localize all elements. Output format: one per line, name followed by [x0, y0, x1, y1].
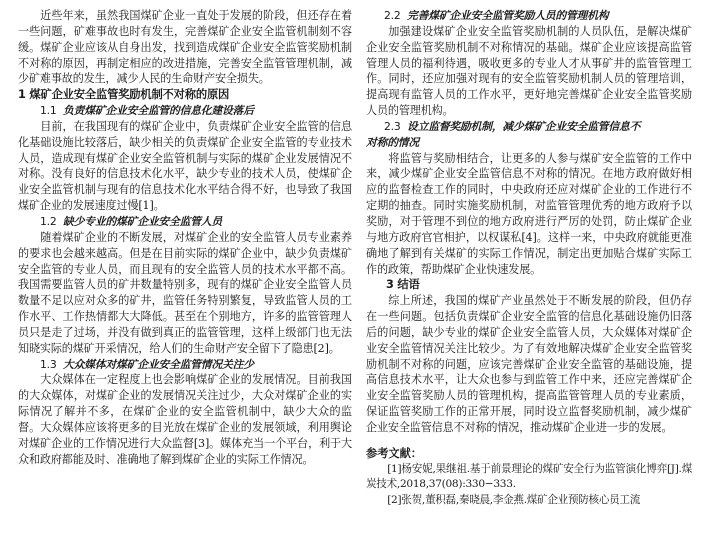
- intro-paragraph: 近些年来，虽然我国煤矿企业一直处于发展的阶段，但还存在着一些问题，矿难事故也时有发生，完善煤矿企业安全监管机制刻不容缓。煤矿企业应该从自身出发，找到造成煤矿企业安全监管奖励机制不对称的原因，再制定相应的改进措施，完善安全监管管理机制，减少矿难事故的发生，减少人民的生命财产安全损失。: [18, 9, 352, 86]
- section-2-3-heading: [366, 119, 692, 135]
- section-2-3-heading-cont: [366, 135, 692, 151]
- section-1-heading: 1 煤矿企业安全监管奖励机制不对称的原因: [18, 88, 230, 102]
- section-2-2-paragraph: 加强建设煤矿企业安全监管奖励机制的人员队伍，是解决煤矿企业安全监管奖励机制不对称情况的基础。煤矿企业应该提高监管管理人员的福利待遇，吸收更多的专业人才从事矿井的监管管理工作。同时，还应加强对现有的安全监管奖励机制人员的管理培训，提高现有监管人员的工作水平，更好地完善煤矿企业安全监管奖励人员的管理机构。: [366, 24, 692, 118]
- section-1-3-paragraph: 大众媒体在一定程度上也会影响煤矿企业的发展情况。目前我国的大众媒体，对煤矿企业的发展情况关注过少，大众对煤矿企业的实际情况了解并不多，在煤矿企业的安全监管机制中，缺少大众的监督。大众媒体应该将更多的目光放在煤矿企业的发展领域，利用舆论对煤矿企业的工作情况进行大众监督[3]。媒体充当一个平台，利于大众和政府都能及时、准确地了解到煤矿企业的实际工作情况。: [18, 373, 352, 466]
- section-1-2-number: 1.2: [40, 214, 57, 228]
- reference-1: [1]杨安妮,果继祖.基于前景理论的煤矿安全行为监管演化博弈[J].煤炭技术,2018,37(08):330−333.: [366, 462, 692, 491]
- section-2-3-title-line1: 设立监督奖励机制，减少煤矿企业安全监管信息不: [407, 119, 641, 133]
- section-1-2-title: 缺少专业的煤矿企业安全监管人员: [63, 214, 222, 228]
- section-3-paragraph: 综上所述，我国的煤矿产业虽然处于不断发展的阶段，但仍存在一些问题。包括负责煤矿企业安全监管的信息化基础设施仍旧落后的问题，缺少专业的煤矿企业安全监管人员，大众媒体对煤矿企业安全监管情况关注比较少。为了有效地解决煤矿企业安全监管奖励机制不对称的问题，应该完善煤矿企业安全监管的基础设施，提高信息技术水平，让大众也参与到监管工作中来，还应完善煤矿企业安全监管奖励人员的管理机构，提高监管管理人员的专业素质，保证监管奖励工作的正常开展，同时设立监督奖励机制，减少煤矿企业安全监管信息不对称的情况，推动煤矿企业进一步的发展。: [366, 294, 692, 434]
- left-column: [18, 8, 352, 467]
- section-2-3-paragraph: 将监管与奖励相结合，让更多的人参与煤矿安全监管的工作中来，减少煤矿企业安全监管信息不对称的情况。在地方政府做好相应的监督检查工作的同时，中央政府还应对煤矿企业的工作进行不定期的抽查。同时实施奖励机制，对监管管理优秀的地方政府予以奖励，对于管理不到位的地方政府进行严厉的处罚，防止煤矿企业与地方政府官官相护，以权谋私[4]。这样一来，中央政府就能更准确地了解到有关煤矿的实际工作情况，制定出更加贴合煤矿实际工作的政策，帮助煤矿企业快速发展。: [366, 151, 692, 276]
- section-1-3-heading: [18, 357, 352, 373]
- section-2-3-title-line2: 对称的情况: [366, 135, 419, 149]
- section-2-3-number: 2.3: [384, 119, 401, 133]
- section-1-1-number: 1.1: [40, 104, 57, 118]
- section-1-2-heading: [18, 214, 352, 230]
- section-3-heading: 3 结语: [386, 278, 420, 292]
- section-1-2-paragraph: 随着煤矿企业的不断发展，对煤矿企业的安全监管人员专业素养的要求也会越来越高。但是在目前实际的煤矿企业中，缺少负责煤矿安全监管的专业人员，而且现有的安全监管人员的技术水平都不高。我国需要监管人员的矿井数量特别多，现有的煤矿企业安全监管人员数量不足以应对众多的矿井，监管任务特别繁复，导致监管人员的工作水平、工作热情都大大降低。甚至在个别地方，许多的监管管理人员只是走了过场，并没有做到真正的监管管理，这样上级部门也无法知晓实际的煤矿开采情况，给人们的生命财产安全留下了隐患[2]。: [18, 230, 352, 355]
- references-heading: 参考文献：: [366, 446, 422, 460]
- section-1-1-paragraph: 目前，在我国现有的煤矿企业中，负责煤矿企业安全监管的信息化基础设施比较落后，缺少相关的负责煤矿企业安全监管的专业技术人员，造成现有煤矿企业安全监管机制与实际的煤矿企业发展情况不对称。没有良好的信息技术化水平，缺少专业的技术人员，使煤矿企业安全监管机制与现有的信息技术化水平结合得不好，也导致了我国煤矿企业的发展速度过慢[1]。: [18, 119, 352, 213]
- section-2-2-title: 完善煤矿企业安全监管奖励人员的管理机构: [407, 9, 609, 22]
- section-2-2-number: 2.2: [384, 9, 401, 22]
- reference-2: [2]张贺,董积磊,秦晓晨,李金燕.煤矿企业预防核心员工流: [387, 493, 641, 506]
- section-1-1-title: 负责煤矿企业安全监管的信息化建设落后: [63, 104, 254, 118]
- section-1-3-number: 1.3: [40, 357, 57, 371]
- section-2-2-heading: [366, 8, 692, 24]
- section-1-3-title: 大众媒体对煤矿企业安全监管情况关注少: [63, 357, 254, 371]
- right-column: [366, 8, 692, 509]
- section-1-1-heading: [18, 103, 352, 119]
